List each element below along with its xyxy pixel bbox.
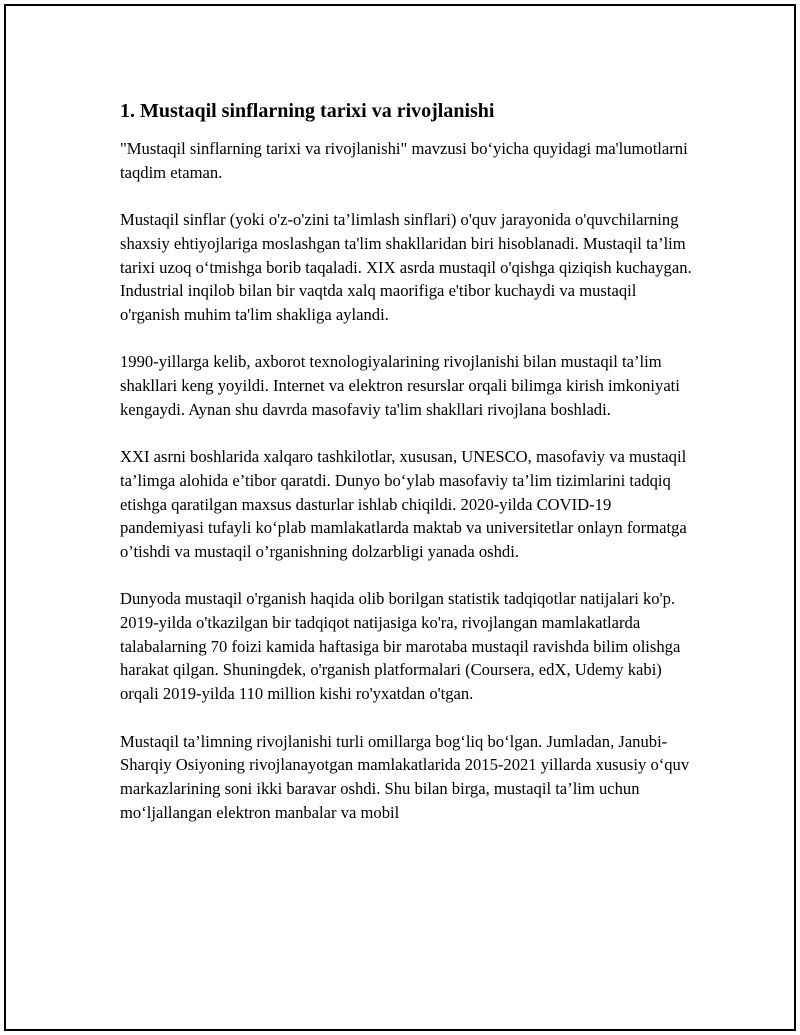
section-heading: 1. Mustaqil sinflarning tarixi va rivojlanishi [120, 100, 495, 122]
paragraph-21st-century: XXI asrni boshlarida xalqaro tashkilotlar, xususan, UNESCO, masofaviy va mustaqil ta’limga alohida e’tibor qaratdi. Dunyo bo‘ylab masofaviy ta’lim tizimlarini tadqiq etishga qaratilgan maxsus dasturlar ishlab chiqildi. 2020-yilda COVID-19 pandemiyasi tufayli ko‘plab mamlakatlarda maktab va universitetlar onlayn formatga o’tishdi va mustaqil o’rganishning dolzarbligi yanada oshdi. [120, 447, 687, 561]
paragraph-statistics: Dunyoda mustaqil o'rganish haqida olib borilgan statistik tadqiqotlar natijalari ko'p. 2019-yilda o'tkazilgan bir tadqiqot natijasiga ko'ra, rivojlangan mamlakatlarda talabalarning 70 foizi kamida haftasiga bir marotaba mustaqil ravishda bilim olishga harakat qilgan. Shuningdek, o'rganish platformalari (Coursera, edX, Udemy kabi) orqali 2019-yilda 110 million kishi ro'yxatdan o'tgan. [120, 589, 681, 704]
document-body [120, 98, 692, 848]
paragraph-1990s: 1990-yillarga kelib, axborot texnologiyalarining rivojlanishi bilan mustaqil ta’lim shakllari keng yoyildi. Internet va elektron resurslar orqali bilimga kirish imkoniyati kengaydi. Aynan shu davrda masofaviy ta'lim shakllari rivojlana boshladi. [120, 352, 680, 419]
paragraph-intro: "Mustaqil sinflarning tarixi va rivojlanishi" mavzusi bo‘yicha quyidagi ma'lumotlarni taqdim etaman. [120, 139, 688, 182]
document-page [4, 4, 796, 1031]
paragraph-definition: Mustaqil sinflar (yoki o'z-o'zini ta’limlash sinflari) o'quv jarayonida o'quvchilarning shaxsiy ehtiyojlariga moslashgan ta'lim shakllaridan biri hisoblanadi. Mustaqil ta’lim tarixi uzoq o‘tmishga borib taqaladi. XIX asrda mustaqil o'qishga qiziqish kuchaygan. Industrial inqilob bilan bir vaqtda xalq maorifiga e'tibor kuchaydi va mustaqil o'rganish muhim ta'lim shakliga aylandi. [120, 210, 692, 324]
paragraph-development-factors: Mustaqil ta’limning rivojlanishi turli omillarga bog‘liq bo‘lgan. Jumladan, Janubi-Sharqiy Osiyoning rivojlanayotgan mamlakatlarida 2015-2021 yillarda xususiy o‘quv markazlarining soni ikki baravar oshdi. Shu bilan birga, mustaqil ta’lim uchun mo‘ljallangan elektron manbalar va mobil [120, 731, 690, 822]
